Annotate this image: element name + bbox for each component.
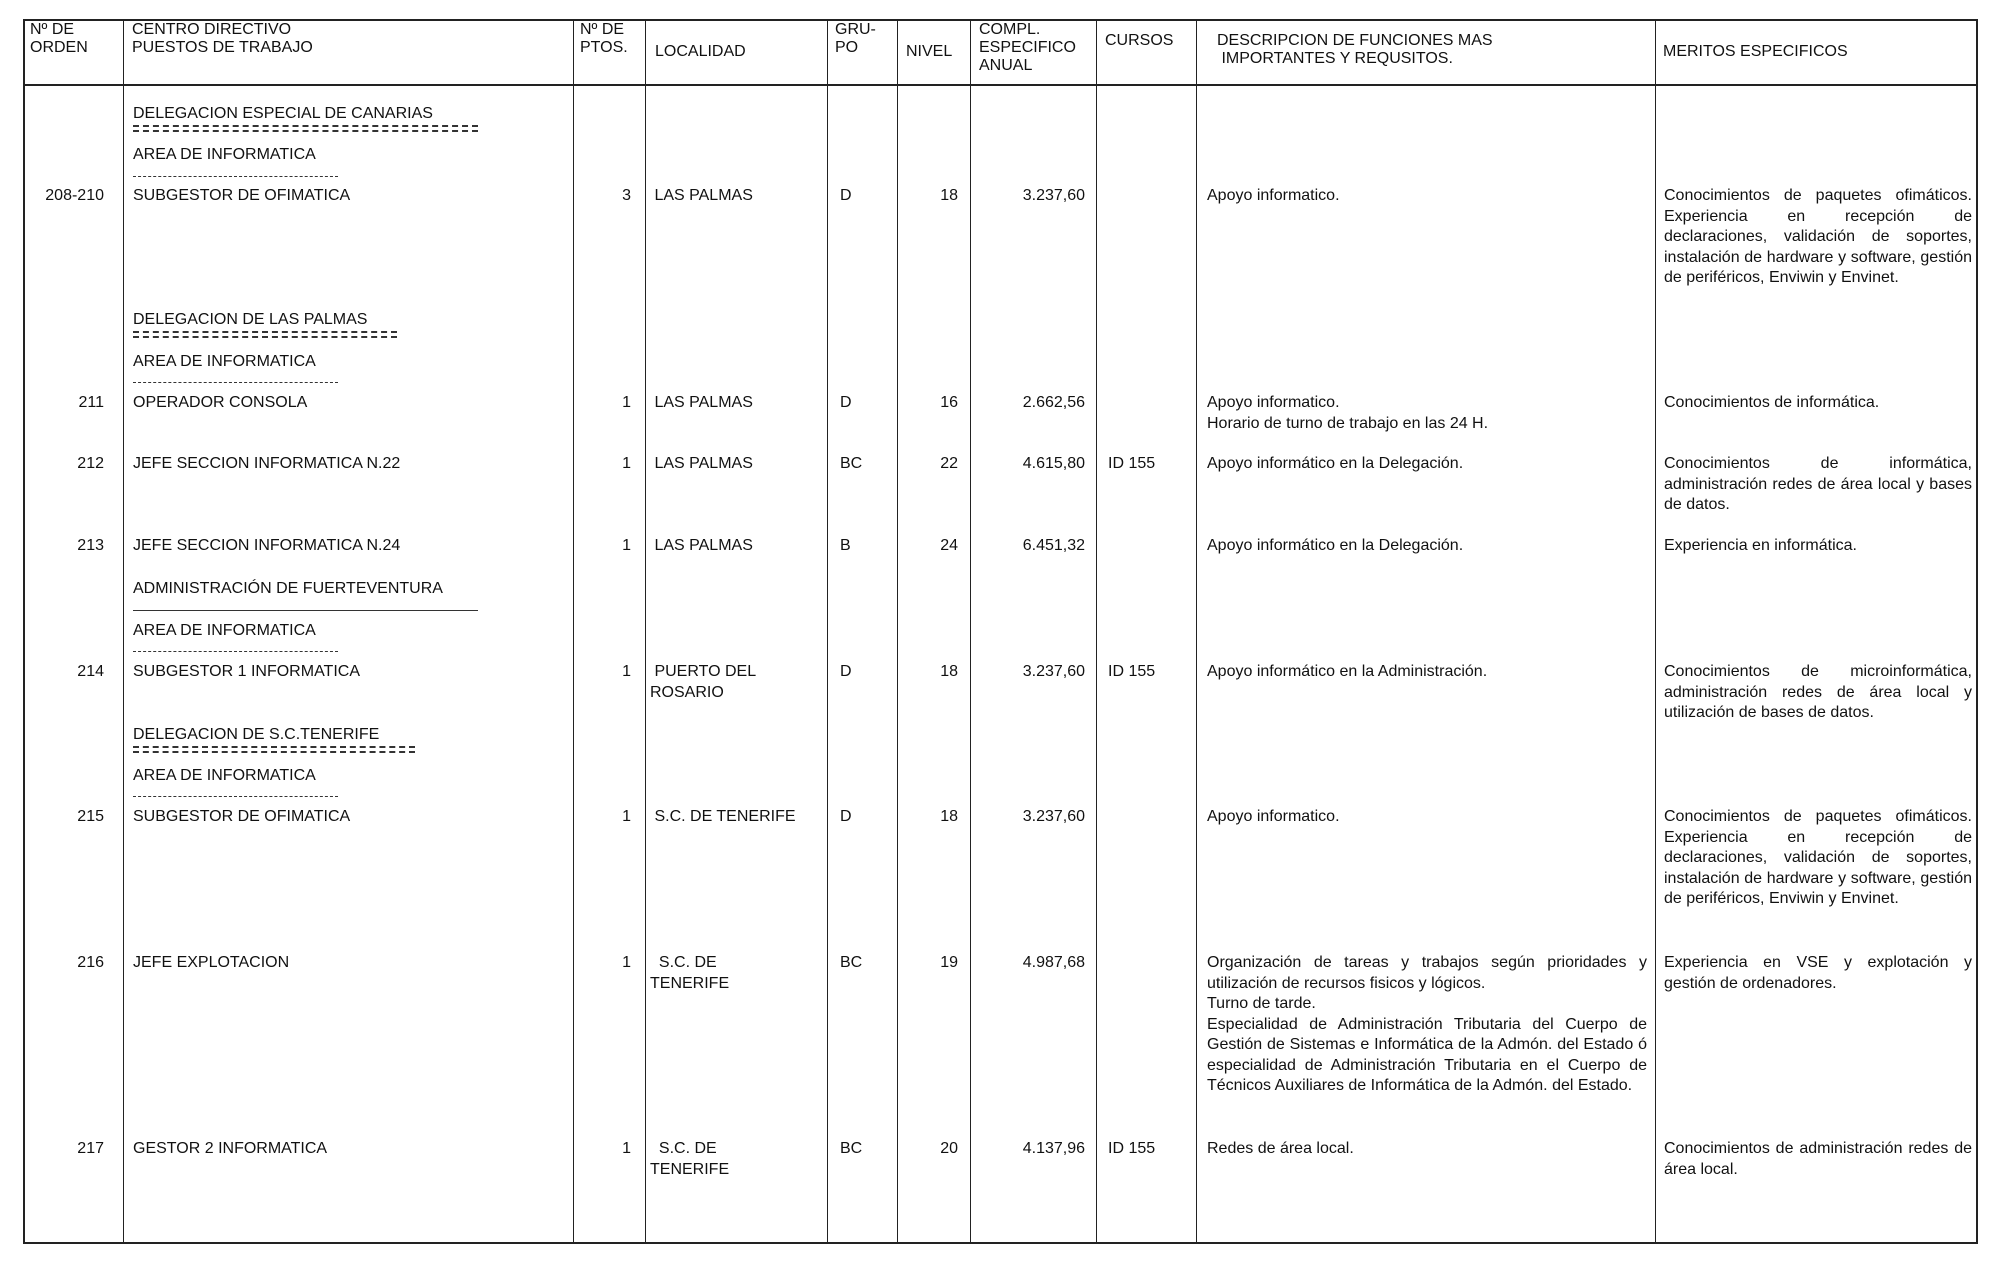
row-compl: 3.237,60: [1022, 663, 1085, 680]
row-grupo: D: [840, 808, 852, 825]
header-descripcion: IMPORTANTES Y REQUSITOS.: [1217, 50, 1453, 67]
row-compl: 3.237,60: [1022, 808, 1085, 825]
column-divider: [1096, 19, 1097, 1244]
row-cursos: ID 155: [1108, 1140, 1156, 1157]
row-localidad: LAS PALMAS: [650, 187, 753, 204]
header-orden: Nº DE: [30, 21, 75, 38]
row-grupo: BC: [840, 1140, 863, 1157]
header-centro-directivo: CENTRO DIRECTIVO: [132, 21, 292, 38]
header-compl-especifico: ANUAL: [979, 57, 1033, 74]
row-nivel: 16: [940, 394, 958, 411]
header-compl-especifico: COMPL.: [979, 21, 1041, 38]
header-centro-directivo: PUESTOS DE TRABAJO: [132, 39, 313, 56]
header-localidad: LOCALIDAD: [655, 43, 746, 60]
column-divider: [827, 19, 828, 1244]
row-orden: 215: [77, 808, 104, 825]
row-orden: 214: [77, 663, 104, 680]
row-compl: 6.451,32: [1022, 537, 1085, 554]
row-ptos: 1: [622, 394, 631, 411]
row-cursos: ID 155: [1108, 455, 1156, 472]
section-underline: [133, 125, 478, 132]
header-grupo: GRU-: [835, 21, 876, 38]
row-puesto: OPERADOR CONSOLA: [133, 394, 308, 411]
column-divider: [645, 19, 646, 1244]
row-meritos: Experiencia en VSE y explotación y gestión de ordenadores.: [1664, 954, 1972, 992]
row-grupo: D: [840, 187, 852, 204]
area-title: AREA DE INFORMATICA: [133, 622, 316, 639]
row-localidad: S.C. DE TENERIFE: [650, 954, 730, 992]
header-nivel: NIVEL: [906, 43, 953, 60]
row-meritos: Conocimientos de paquetes ofimáticos. Experiencia en recepción de declaraciones, validación de soportes, instalación de hardware y software, gestión de periféricos, Enviwin y Envinet.: [1664, 187, 1972, 286]
row-nivel: 20: [940, 1140, 958, 1157]
section-title: DELEGACION DE LAS PALMAS: [133, 311, 368, 328]
row-nivel: 22: [940, 455, 958, 472]
row-puesto: SUBGESTOR 1 INFORMATICA: [133, 663, 360, 680]
header-ptos: PTOS.: [580, 39, 628, 56]
row-ptos: 1: [622, 537, 631, 554]
area-underline: [133, 796, 338, 797]
area-title: AREA DE INFORMATICA: [133, 353, 316, 370]
row-descripcion: Apoyo informatico.: [1207, 187, 1340, 204]
row-puesto: SUBGESTOR DE OFIMATICA: [133, 187, 351, 204]
row-localidad: LAS PALMAS: [650, 394, 753, 411]
row-localidad: PUERTO DEL ROSARIO: [650, 663, 757, 701]
row-ptos: 1: [622, 455, 631, 472]
row-orden: 208-210: [45, 187, 104, 204]
row-localidad: S.C. DE TENERIFE: [650, 1140, 730, 1178]
row-nivel: 18: [940, 808, 958, 825]
row-nivel: 18: [940, 187, 958, 204]
row-ptos: 1: [622, 808, 631, 825]
area-title: AREA DE INFORMATICA: [133, 767, 316, 784]
row-meritos: Experiencia en informática.: [1664, 537, 1857, 554]
row-orden: 216: [77, 954, 104, 971]
column-divider: [1655, 19, 1656, 1244]
section-underline: [133, 610, 478, 611]
row-meritos: Conocimientos de microinformática, administración redes de área local y utilización de bases de datos.: [1664, 663, 1972, 721]
section-underline: [133, 746, 415, 753]
row-descripcion: Redes de área local.: [1207, 1140, 1354, 1157]
row-descripcion: Apoyo informático en la Administración.: [1207, 663, 1488, 680]
row-cursos: ID 155: [1108, 663, 1156, 680]
row-nivel: 19: [940, 954, 958, 971]
section-title: DELEGACION ESPECIAL DE CANARIAS: [133, 105, 433, 122]
row-grupo: BC: [840, 455, 863, 472]
section-title: DELEGACION DE S.C.TENERIFE: [133, 726, 380, 743]
row-grupo: BC: [840, 954, 863, 971]
row-compl: 2.662,56: [1022, 394, 1085, 411]
row-compl: 4.137,96: [1022, 1140, 1085, 1157]
row-compl: 4.615,80: [1022, 455, 1085, 472]
column-divider: [123, 19, 124, 1244]
row-ptos: 3: [622, 187, 631, 204]
row-puesto: JEFE EXPLOTACION: [133, 954, 290, 971]
row-grupo: D: [840, 394, 852, 411]
header-orden: ORDEN: [30, 39, 88, 56]
row-orden: 212: [77, 455, 104, 472]
area-underline: [133, 651, 338, 652]
row-meritos: Conocimientos de informática.: [1664, 394, 1880, 411]
column-divider: [1196, 19, 1197, 1244]
row-grupo: B: [840, 537, 851, 554]
area-underline: [133, 382, 338, 383]
row-descripcion: Apoyo informático en la Delegación.: [1207, 455, 1464, 472]
header-divider: [23, 84, 1978, 86]
row-localidad: LAS PALMAS: [650, 455, 753, 472]
row-grupo: D: [840, 663, 852, 680]
row-meritos: Conocimientos de paquetes ofimáticos. Experiencia en recepción de declaraciones, validación de soportes, instalación de hardware y software, gestión de periféricos, Enviwin y Envinet.: [1664, 808, 1972, 907]
row-ptos: 1: [622, 954, 631, 971]
area-underline: [133, 176, 338, 177]
row-ptos: 1: [622, 1140, 631, 1157]
header-meritos: MERITOS ESPECIFICOS: [1663, 43, 1848, 60]
row-orden: 217: [77, 1140, 104, 1157]
row-descripcion: Apoyo informatico.: [1207, 808, 1340, 825]
header-descripcion: DESCRIPCION DE FUNCIONES MAS: [1217, 32, 1493, 49]
row-puesto: SUBGESTOR DE OFIMATICA: [133, 808, 351, 825]
header-ptos: Nº DE: [580, 21, 625, 38]
header-compl-especifico: ESPECIFICO: [979, 39, 1076, 56]
row-localidad: LAS PALMAS: [650, 537, 753, 554]
row-descripcion: Organización de tareas y trabajos según prioridades y utilización de recursos fisicos y lógicos. Turno de tarde. Especialidad de Administración Tributaria del Cuerpo de Gestión de Sistemas e Informática de la Admón. del Estado ó especialidad de Administración Tributaria en el Cuerpo de Técnicos Auxiliares de Informática de la Admón. del Estado.: [1207, 954, 1647, 1094]
row-compl: 3.237,60: [1022, 187, 1085, 204]
row-ptos: 1: [622, 663, 631, 680]
row-orden: 213: [77, 537, 104, 554]
row-descripcion: Apoyo informático en la Delegación.: [1207, 537, 1464, 554]
row-puesto: GESTOR 2 INFORMATICA: [133, 1140, 328, 1157]
row-localidad: S.C. DE TENERIFE: [650, 808, 796, 825]
section-underline: [133, 331, 397, 338]
row-puesto: JEFE SECCION INFORMATICA N.22: [133, 455, 401, 472]
header-cursos: CURSOS: [1105, 32, 1174, 49]
row-compl: 4.987,68: [1022, 954, 1085, 971]
header-grupo: PO: [835, 39, 859, 56]
row-orden: 211: [78, 394, 104, 411]
area-title: AREA DE INFORMATICA: [133, 146, 316, 163]
row-nivel: 24: [940, 537, 958, 554]
row-puesto: JEFE SECCION INFORMATICA N.24: [133, 537, 401, 554]
row-descripcion: Apoyo informatico. Horario de turno de trabajo en las 24 H.: [1207, 394, 1489, 432]
row-meritos: Conocimientos de administración redes de área local.: [1664, 1140, 1972, 1178]
section-title: ADMINISTRACIÓN DE FUERTEVENTURA: [133, 580, 443, 597]
row-meritos: Conocimientos de informática, administración redes de área local y bases de datos.: [1664, 455, 1972, 513]
row-nivel: 18: [940, 663, 958, 680]
